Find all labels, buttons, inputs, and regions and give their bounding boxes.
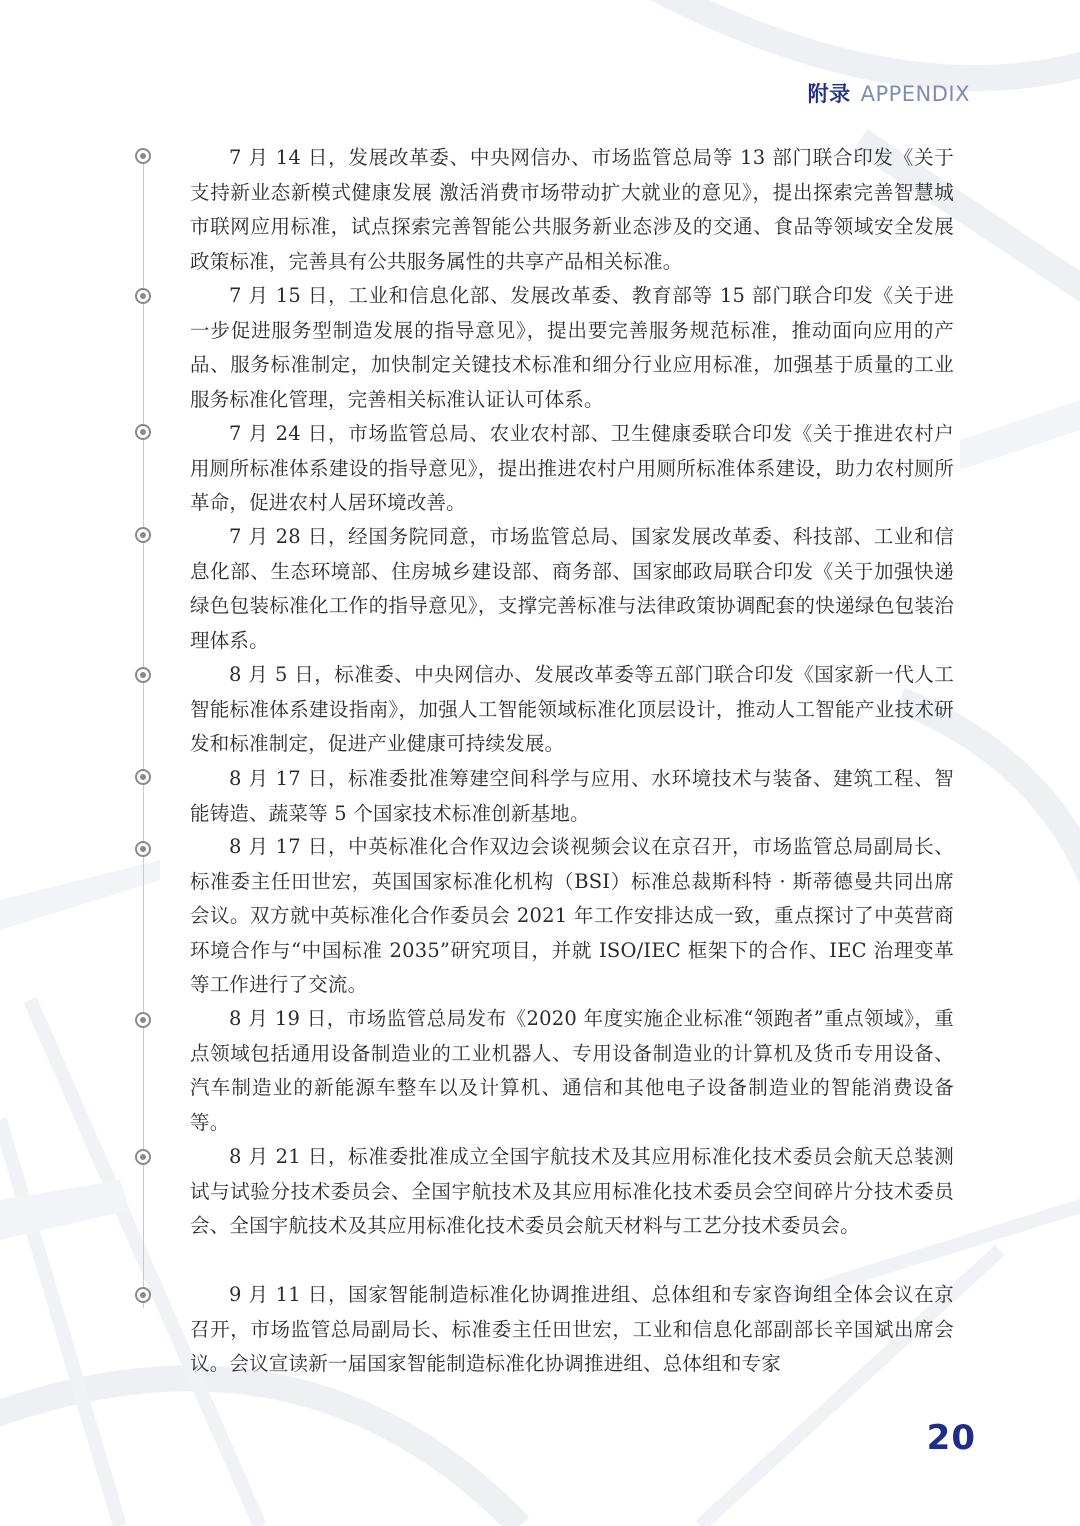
entry-text: 7 月 14 日，发展改革委、中央网信办、市场监管总局等 13 部门联合印发《关于支持新业态新模式健康发展 激活消费市场带动扩大就业的意见》，提出探索完善智慧城市联网应用标准，试点探索完善智能公共服务新业态涉及的交通、食品等领域安全发展政策标准，完善具有公共服务属性的共享产品相关标准。	[190, 146, 954, 273]
timeline-dot-icon	[135, 1287, 151, 1303]
timeline-dot-icon	[135, 527, 151, 543]
entry-text: 7 月 15 日，工业和信息化部、发展改革委、教育部等 15 部门联合印发《关于进一步促进服务型制造发展的指导意见》，提出要完善服务规范标准，推动面向应用的产品、服务标准制定，加快制定关键技术标准和细分行业应用标准，加强基于质量的工业服务标准化管理，完善相关标准认证认可体系。	[190, 284, 954, 411]
section-header	[808, 78, 970, 108]
section-title-en: APPENDIX	[860, 82, 970, 106]
entry-text: 8 月 21 日，标准委批准成立全国宇航技术及其应用标准化技术委员会航天总装测试与试验分技术委员会、全国宇航技术及其应用标准化技术委员会空间碎片分技术委员会、全国宇航技术及其应用标准化技术委员会航天材料与工艺分技术委员会。	[190, 1145, 954, 1237]
entry-text: 7 月 28 日，经国务院同意，市场监管总局、国家发展改革委、科技部、工业和信息化部、生态环境部、住房城乡建设部、商务部、国家邮政局联合印发《关于加强快递绿色包装标准化工作的指导意见》，支撑完善标准与法律政策协调配套的快递绿色包装治理体系。	[190, 525, 954, 652]
timeline-dot-icon	[135, 288, 151, 304]
timeline-dot-icon	[135, 148, 151, 164]
entry-text: 8 月 19 日，市场监管总局发布《2020 年度实施企业标准“领跑者”重点领域》，重点领域包括通用设备制造业的工业机器人、专用设备制造业的计算机及货币专用设备、汽车制造业的新能源车整车以及计算机、通信和其他电子设备制造业的智能消费设备等。	[190, 1007, 954, 1134]
timeline-dot-icon	[135, 769, 151, 785]
page-number: 20	[926, 1418, 976, 1458]
section-title-cn: 附录	[807, 82, 851, 106]
timeline-dot-icon	[135, 841, 151, 857]
timeline-line	[143, 148, 144, 1308]
entry-text: 8 月 17 日，标准委批准筹建空间科学与应用、水环境技术与装备、建筑工程、智能铸造、蔬菜等 5 个国家技术标准创新基地。	[190, 767, 954, 825]
timeline-dot-icon	[135, 667, 151, 683]
timeline-dot-icon	[135, 1012, 151, 1028]
timeline-dot-icon	[135, 424, 151, 440]
entry-text: 9 月 11 日，国家智能制造标准化协调推进组、总体组和专家咨询组全体会议在京召开，市场监管总局副局长、标准委主任田世宏，工业和信息化部副部长辛国斌出席会议。会议宣读新一届国家智能制造标准化协调推进组、总体组和专家	[190, 1283, 954, 1375]
entry-text: 8 月 5 日，标准委、中央网信办、发展改革委等五部门联合印发《国家新一代人工智能标准体系建设指南》，加强人工智能领域标准化顶层设计，推动人工智能产业技术研发和标准制定，促进产业健康可持续发展。	[190, 663, 954, 755]
entry-text: 7 月 24 日，市场监管总局、农业农村部、卫生健康委联合印发《关于推进农村户用厕所标准体系建设的指导意见》，提出推进农村户用厕所标准体系建设，助力农村厕所革命，促进农村人居环境改善。	[190, 422, 954, 514]
timeline-dot-icon	[135, 1149, 151, 1165]
entry-text: 8 月 17 日，中英标准化合作双边会谈视频会议在京召开，市场监管总局副局长、标准委主任田世宏，英国国家标准化机构（BSI）标准总裁斯科特 · 斯蒂德曼共同出席会议。双方就中英标准化合作委员会 2021 年工作安排达成一致，重点探讨了中英营商环境合作与“中国标准 2035”研究项目，并就 ISO/IEC 框架下的合作、IEC 治理变革等工作进行了交流。	[190, 835, 954, 996]
